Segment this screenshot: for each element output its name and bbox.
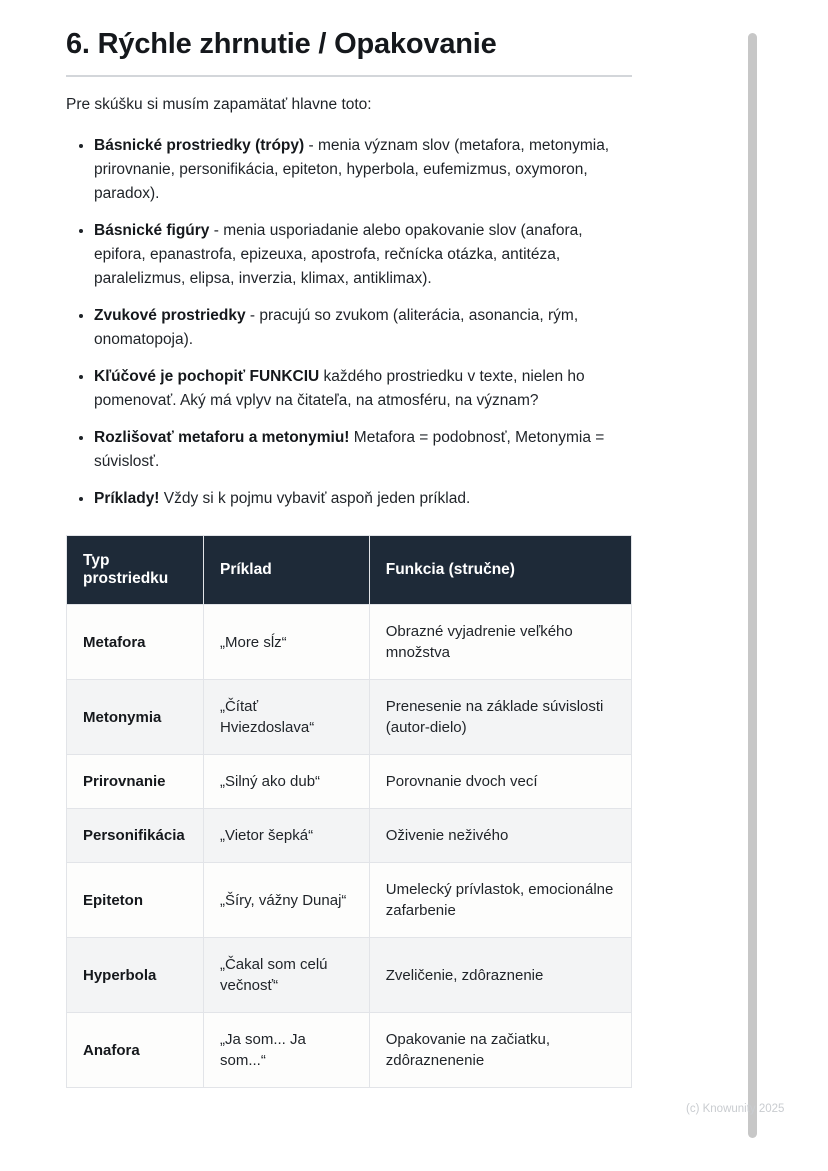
list-item [94, 219, 632, 291]
table-cell-function: Porovnanie dvoch vecí [369, 755, 631, 809]
page-title: 6. Rýchle zhrnutie / Opakovanie [66, 28, 497, 60]
list-item-text: - pracujú so zvukom (aliterácia, asonancia, rým, onomatopoja). [94, 307, 579, 349]
table-header-row [67, 536, 632, 605]
table-cell-function: Oživenie neživého [369, 809, 631, 863]
list-item-lead: Zvukové prostriedky [94, 307, 246, 325]
table-cell-example: „Čítať Hviezdoslava“ [203, 680, 369, 755]
list-item [94, 487, 632, 511]
table-cell-type: Metafora [67, 605, 204, 680]
table-row [67, 605, 632, 680]
table-cell-type: Anafora [67, 1013, 204, 1088]
summary-list [66, 134, 632, 511]
table-row [67, 755, 632, 809]
table-cell-example: „Vietor šepká“ [203, 809, 369, 863]
table-cell-function: Opakovanie na začiatku, zdôraznenenie [369, 1013, 631, 1088]
table-cell-function: Obrazné vyjadrenie veľkého množstva [369, 605, 631, 680]
table-cell-type: Prirovnanie [67, 755, 204, 809]
list-item-lead: Básnické figúry [94, 222, 210, 240]
table-row [67, 1013, 632, 1088]
table-cell-function: Zveličenie, zdôraznenie [369, 938, 631, 1013]
column-header-type: Typ prostriedku [67, 536, 204, 605]
column-header-example: Príklad [203, 536, 369, 605]
table-row [67, 863, 632, 938]
table-cell-example: „Šíry, vážny Dunaj“ [203, 863, 369, 938]
list-item [94, 134, 632, 206]
table-cell-type: Hyperbola [67, 938, 204, 1013]
table-cell-example: „More sĺz“ [203, 605, 369, 680]
table-cell-type: Epiteton [67, 863, 204, 938]
list-item [94, 365, 632, 413]
scrollbar[interactable] [748, 33, 757, 1138]
table-cell-function: Umelecký prívlastok, emocionálne zafarbenie [369, 863, 631, 938]
table-cell-type: Personifikácia [67, 809, 204, 863]
list-item [94, 426, 632, 474]
list-item-text: Vždy si k pojmu vybaviť aspoň jeden príklad. [159, 490, 471, 508]
watermark: (c) Knowunity 2025 [686, 1103, 785, 1115]
list-item-lead: Kľúčové je pochopiť FUNKCIU [94, 368, 320, 386]
table-cell-type: Metonymia [67, 680, 204, 755]
table-cell-function: Prenesenie na základe súvislosti (autor-dielo) [369, 680, 631, 755]
table-cell-example: „Silný ako dub“ [203, 755, 369, 809]
heading-divider [66, 75, 632, 77]
table-cell-example: „Čakal som celú večnosť“ [203, 938, 369, 1013]
list-item-text: - menia význam slov (metafora, metonymia, prirovnanie, personifikácia, epiteton, hyperbola, eufemizmus, oxymoron, paradox). [94, 137, 610, 203]
list-item-text: - menia usporiadanie alebo opakovanie slov (anafora, epifora, epanastrofa, epizeuxa, apostrofa, rečnícka otázka, antitéza, paralelizmus, elipsa, inverzia, klimax, antiklimax). [94, 222, 583, 288]
list-item-text: každého prostriedku v texte, nielen ho pomenovať. Aký má vplyv na čitateľa, na atmosféru, na význam? [94, 368, 585, 410]
table-row [67, 680, 632, 755]
summary-table [66, 535, 632, 1088]
list-item-lead: Príklady! [94, 490, 160, 508]
list-item-text: Metafora = podobnosť, Metonymia = súvislosť. [94, 429, 605, 471]
table-row [67, 809, 632, 863]
table-row [67, 938, 632, 1013]
list-item-lead: Rozlišovať metaforu a metonymiu! [94, 429, 350, 447]
document-content [66, 28, 632, 1088]
list-item [94, 304, 632, 352]
list-item-lead: Básnické prostriedky (trópy) [94, 137, 305, 155]
column-header-function: Funkcia (stručne) [369, 536, 631, 605]
table-cell-example: „Ja som... Ja som...“ [203, 1013, 369, 1088]
intro-text: Pre skúšku si musím zapamätať hlavne toto: [66, 96, 372, 113]
